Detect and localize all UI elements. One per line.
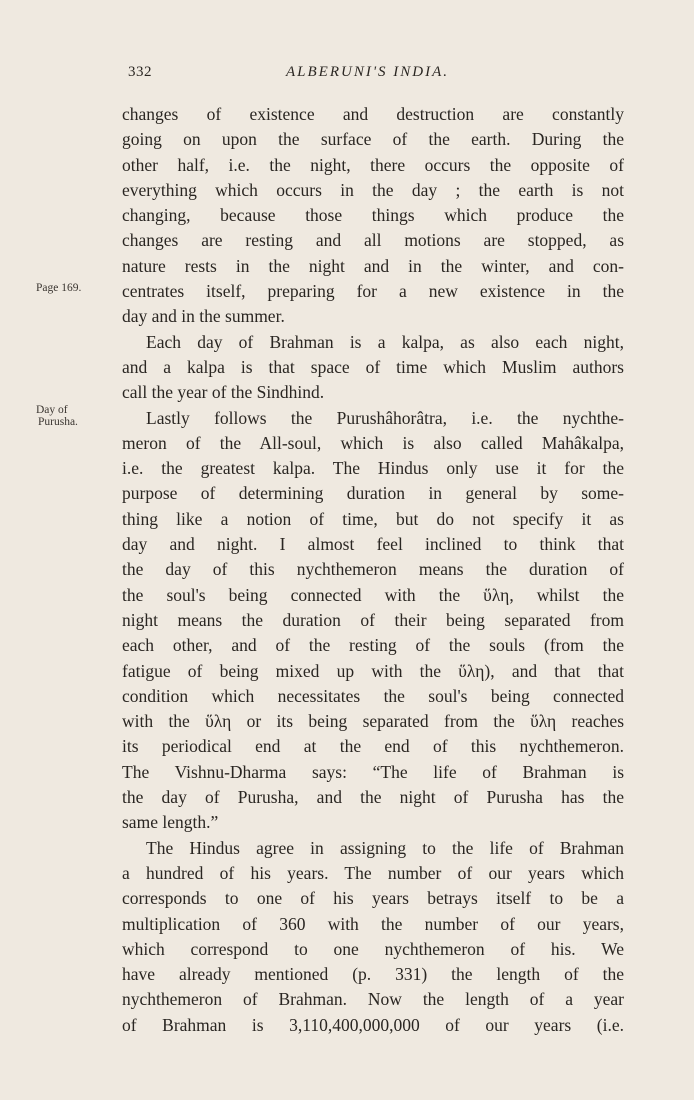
- text-line: everything which occurs in the day ; the earth is not: [122, 179, 624, 200]
- margin-note-line: Purusha.: [38, 416, 78, 428]
- text-line: i.e. the greatest kalpa. The Hindus only use it for the: [122, 458, 624, 479]
- text-line: corresponds to one of his years betrays itself to be a: [122, 888, 624, 909]
- text-line: Lastly follows the Purushâhorâtra, i.e. the nychthe-: [146, 407, 624, 428]
- running-title: ALBERUNI'S INDIA.: [286, 64, 450, 80]
- text-line: fatigue of being mixed up with the ὕλη), and that that: [122, 660, 624, 681]
- text-line: day and in the summer.: [122, 306, 285, 327]
- text-line: the day of this nychthemeron means the duration of: [122, 559, 624, 580]
- text-line: multiplication of 360 with the number of our years,: [122, 913, 624, 934]
- text-line: same length.”: [122, 812, 219, 833]
- page-number: 332: [128, 64, 152, 80]
- text-line: call the year of the Sindhind.: [122, 382, 325, 403]
- text-line: the day of Purusha, and the night of Purusha has the: [122, 787, 624, 808]
- text-line: meron of the All-soul, which is also called Mahâkalpa,: [122, 432, 624, 453]
- text-line: and a kalpa is that space of time which Muslim authors: [122, 356, 624, 377]
- text-line: changing, because those things which produce the: [122, 205, 624, 226]
- text-line: other half, i.e. the night, there occurs the opposite of: [122, 154, 624, 175]
- text-line: Each day of Brahman is a kalpa, as also each night,: [146, 331, 624, 352]
- text-line: a hundred of his years. The number of our years which: [122, 862, 624, 883]
- page-header: [128, 64, 624, 86]
- text-line: The Vishnu-Dharma says: “The life of Brahman is: [122, 761, 624, 782]
- text-line: The Hindus agree in assigning to the life of Brahman: [146, 837, 624, 858]
- margin-note-page-ref: Page 169.: [36, 282, 82, 294]
- body-text: [122, 102, 624, 1038]
- text-line: night means the duration of their being separated from: [122, 609, 624, 630]
- text-line: changes are resting and all motions are stopped, as: [122, 230, 624, 251]
- margin-note-line: Day of: [36, 404, 68, 416]
- text-line: have already mentioned (p. 331) the length of the: [122, 964, 624, 985]
- text-line: its periodical end at the end of this nychthemeron.: [122, 736, 624, 757]
- text-line: with the ὕλη or its being separated from the ὕλη reaches: [122, 711, 624, 732]
- text-line: condition which necessitates the soul's being connected: [122, 685, 624, 706]
- text-line: purpose of determining duration in general by some-: [122, 483, 624, 504]
- text-line: each other, and of the resting of the souls (from the: [122, 635, 624, 656]
- text-line: which correspond to one nychthemeron of his. We: [122, 938, 624, 959]
- text-line: of Brahman is 3,110,400,000,000 of our years (i.e.: [122, 1014, 624, 1035]
- text-line: thing like a notion of time, but do not specify it as: [122, 508, 624, 529]
- text-line: centrates itself, preparing for a new existence in the: [122, 281, 624, 302]
- margin-note-day-of-purusha: [36, 404, 78, 428]
- text-line: changes of existence and destruction are constantly: [122, 104, 624, 124]
- text-line: nychthemeron of Brahman. Now the length of a year: [122, 989, 624, 1010]
- text-line: the soul's being connected with the ὕλη, whilst the: [122, 584, 624, 605]
- text-line: going on upon the surface of the earth. During the: [122, 129, 624, 150]
- text-line: nature rests in the night and in the winter, and con-: [122, 255, 624, 276]
- text-line: day and night. I almost feel inclined to think that: [122, 534, 624, 555]
